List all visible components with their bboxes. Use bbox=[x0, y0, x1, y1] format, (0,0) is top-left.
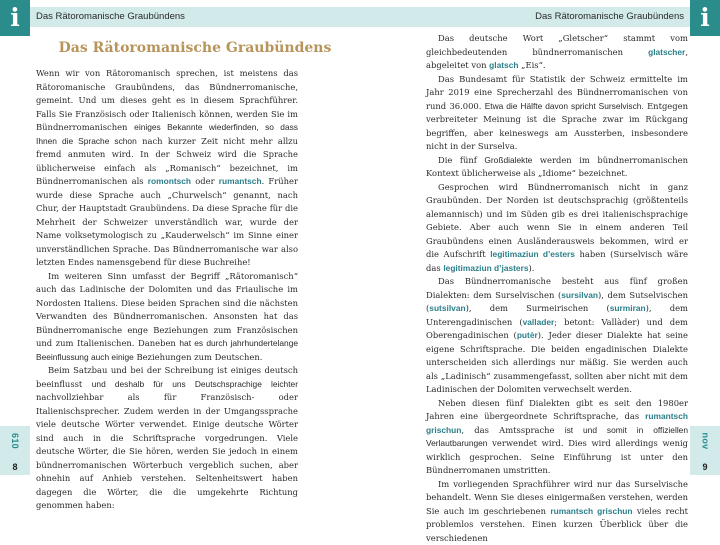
paragraph: Im weiteren Sinn umfasst der Begriff „Rätoromanisch“ auch das Ladinische der Dolomiten und das Friaulische im Nordosten Italiens. Diese beiden Sprachen sind die nächsten Verwandten des Bündnerromanischen. Ansonsten hat das Bündnerromanische enge Beziehungen zum Französischen und zum Italienischen. Daneben hat es durch jahrhundertelange Beeinflussung auch einige Beziehungen zum Deutschen. bbox=[36, 270, 298, 365]
paragraph: Beim Satzbau und bei der Schreibung ist einiges deutsch beeinflusst und deshalb für uns Deutschsprachige leichter nachvollziehbar als für Französisch- oder Italienischsprecher. Zudem werden in der Umgangssprache viele deutsche Wörter verwendet. Einige deutsche Wörter sind auch in die Schriftsprache vorgedrungen. Viele deutsche Wörter, die Sie hören, werden Sie jedoch in einem bündnerromanischen Wörterbuch vergeblich suchen, aber ohnehin auf Anhieb verstehen. Seltenheitswert haben dagegen die Wörter, die die umgekehrte Richtung genommen haben: bbox=[36, 364, 298, 513]
paragraph: Das Bündnerromanische besteht aus fünf großen Dialekten: dem Surselvischen (sursilvan), dem Sutselvischen (sutsilvan), dem Surmeirischen (surmiran), dem Unterengadinischen (vallader; betont: Vallàder) und dem Oberengadinischen (putèr). Jeder dieser Dialekte hat seine eigene Schriftsprache. Die beiden engadinischen Dialekte unterscheiden sich allerdings nur mäßig. Sie werden auch als „Ladinisch“ zusammengefasst, sollten aber nicht mit dem Ladinischen der Dolomiten verwechselt werden. bbox=[426, 275, 688, 397]
term-glatscher: glatscher bbox=[648, 47, 685, 57]
page-number-left: 8 bbox=[12, 462, 17, 472]
running-head-left: Das Rätoromanische Graubündens bbox=[30, 7, 360, 27]
running-head-right: Das Rätoromanische Graubündens bbox=[360, 7, 690, 27]
side-label-left: 610 bbox=[10, 433, 20, 449]
right-page bbox=[360, 0, 720, 475]
right-body-text bbox=[426, 32, 688, 545]
paragraph: Die fünf Großdialekte werden im bündnerromanischen Kontext üblicherweise als „Idiome“ bezeichnet. bbox=[426, 154, 688, 181]
term-legitimaziun-djasters: legitimaziun d’jasters bbox=[443, 263, 528, 273]
term-vallader: vallader bbox=[523, 317, 555, 327]
info-icon: i bbox=[690, 0, 720, 36]
term-rumantsch-grischun: rumantsch grischun bbox=[426, 411, 688, 435]
chapter-title: Das Rätoromanische Graubündens bbox=[30, 40, 360, 56]
term-sursilvan: sursilvan bbox=[561, 290, 598, 300]
left-body-text bbox=[36, 67, 298, 513]
paragraph: Das Bundesamt für Statistik der Schweiz ermittelte im Jahr 2019 eine Sprecherzahl des Bündnerromanischen von rund 36.000. Etwa die Hälfte davon spricht Surselvisch. Entgegen verbreiteter Meinung ist die Sprache zwar im Rückgang begriffen, aber keineswegs am Aussterben, insbesondere nicht in der Surselva. bbox=[426, 73, 688, 154]
side-strip-right bbox=[690, 426, 720, 475]
term-romontsch: romontsch bbox=[148, 176, 191, 186]
term-rumantsch: rumantsch bbox=[219, 176, 262, 186]
info-icon: i bbox=[0, 0, 30, 36]
paragraph: Gesprochen wird Bündnerromanisch nicht in ganz Graubünden. Der Norden ist deutschsprachig (größtenteils alemannisch) und im Süden gib es drei italienischsprachige Gebiete. Aber auch wenn Sie in einem anderen Teil Graubündens einen Ausländerausweis bekommen, wird er die Aufschrift legitimaziun d’esters haben (Surselvisch wäre das legitimaziun d’jasters). bbox=[426, 181, 688, 276]
paragraph: Wenn wir von Rätoromanisch sprechen, ist meistens das Rätoromanische Graubündens, das Bündnerromanische, gemeint. Und um dieses geht es in diesem Sprachführer. Falls Sie Französisch oder Italienisch können, werden Sie im Bündnerromanischen einiges Bekannte wiederfinden, so dass Ihnen die Sprache schon nach kurzer Zeit nicht mehr allzu fremd anmuten wird. In der Schweiz wird die Sprache üblicherweise einfach als „Romanisch“ bezeichnet, im Bündnerromanischen als romontsch oder rumantsch. Früher wurde diese Sprache auch „Churwelsch“ genannt, nach Chur, der Hauptstadt Graubündens. Da diese Sprache für die Mehrheit der Schweizer unverständlich war, wurde der Name volksetymologisch zu „Kauderwelsch“ im Sinne einer unverständlichen Sprache. Das Bündnerromanische war also letzten Endes namensgebend für diese Buchreihe! bbox=[36, 67, 298, 270]
term-legitimaziun-desters: legitimaziun d’esters bbox=[490, 249, 575, 259]
left-page bbox=[0, 0, 360, 475]
term-surmiran: surmiran bbox=[610, 303, 646, 313]
term-puter: putèr bbox=[517, 330, 538, 340]
term-sutsilvan: sutsilvan bbox=[429, 303, 465, 313]
term-glatsch: glatsch bbox=[489, 60, 518, 70]
paragraph: Neben diesen fünf Dialekten gibt es seit den 1980er Jahren eine übergeordnete Schriftsprache, das rumantsch grischun, das Amtssprache ist und somit in offiziellen Verlautbarungen verwendet wird. Dies wird allerdings wenig wirklich gesprochen. Seine Einführung ist unter den Bündnerromanen umstritten. bbox=[426, 397, 688, 478]
paragraph: Im vorliegenden Sprachführer wird nur das Surselvische behandelt. Wenn Sie dieses einigermaßen verstehen, werden Sie auch im geschriebenen rumantsch grischun vieles recht problemlos verstehen. Einen kurzen Überblick über die verschiedenen bbox=[426, 478, 688, 545]
side-strip-left bbox=[0, 426, 30, 475]
page-number-right: 9 bbox=[702, 462, 707, 472]
term-rumantsch-grischun: rumantsch grischun bbox=[550, 506, 632, 516]
paragraph: Das deutsche Wort „Gletscher“ stammt vom gleichbedeutenden bündnerromanischen glatscher, abgeleitet von glatsch „Eis“. bbox=[426, 32, 688, 73]
side-label-right: nov bbox=[700, 433, 710, 450]
